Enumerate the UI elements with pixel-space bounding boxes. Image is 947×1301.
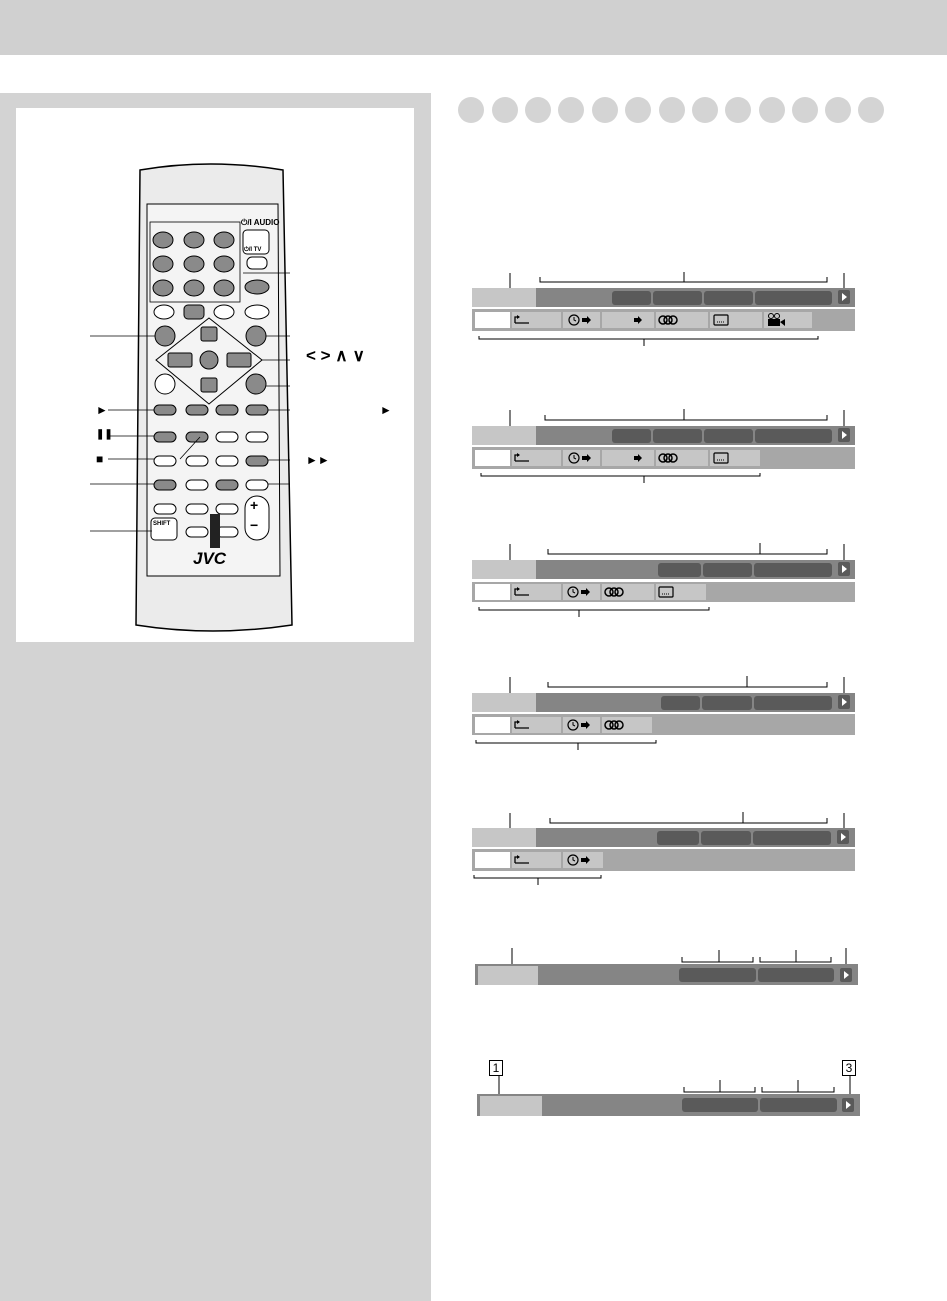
cursor-arrows-label: < > ∧ ∨: [306, 346, 365, 365]
shift-label: SHIFT: [153, 521, 171, 527]
play-icon-right: ►: [380, 403, 392, 417]
tv-label: ⏻/I TV: [244, 247, 262, 253]
plus-label: +: [250, 497, 259, 513]
play-icon: ►: [96, 403, 108, 417]
fast-forward-icon: ►►: [306, 453, 330, 467]
stop-icon: ■: [96, 452, 104, 466]
callout-number-3: 3: [842, 1060, 856, 1076]
pause-icon: ❚❚: [96, 429, 113, 440]
remote-brand-logo: JVC: [193, 549, 227, 568]
audio-label: ⏻/I AUDIO: [241, 218, 280, 227]
callout-number-1: 1: [489, 1060, 503, 1076]
minus-label: −: [250, 517, 259, 533]
